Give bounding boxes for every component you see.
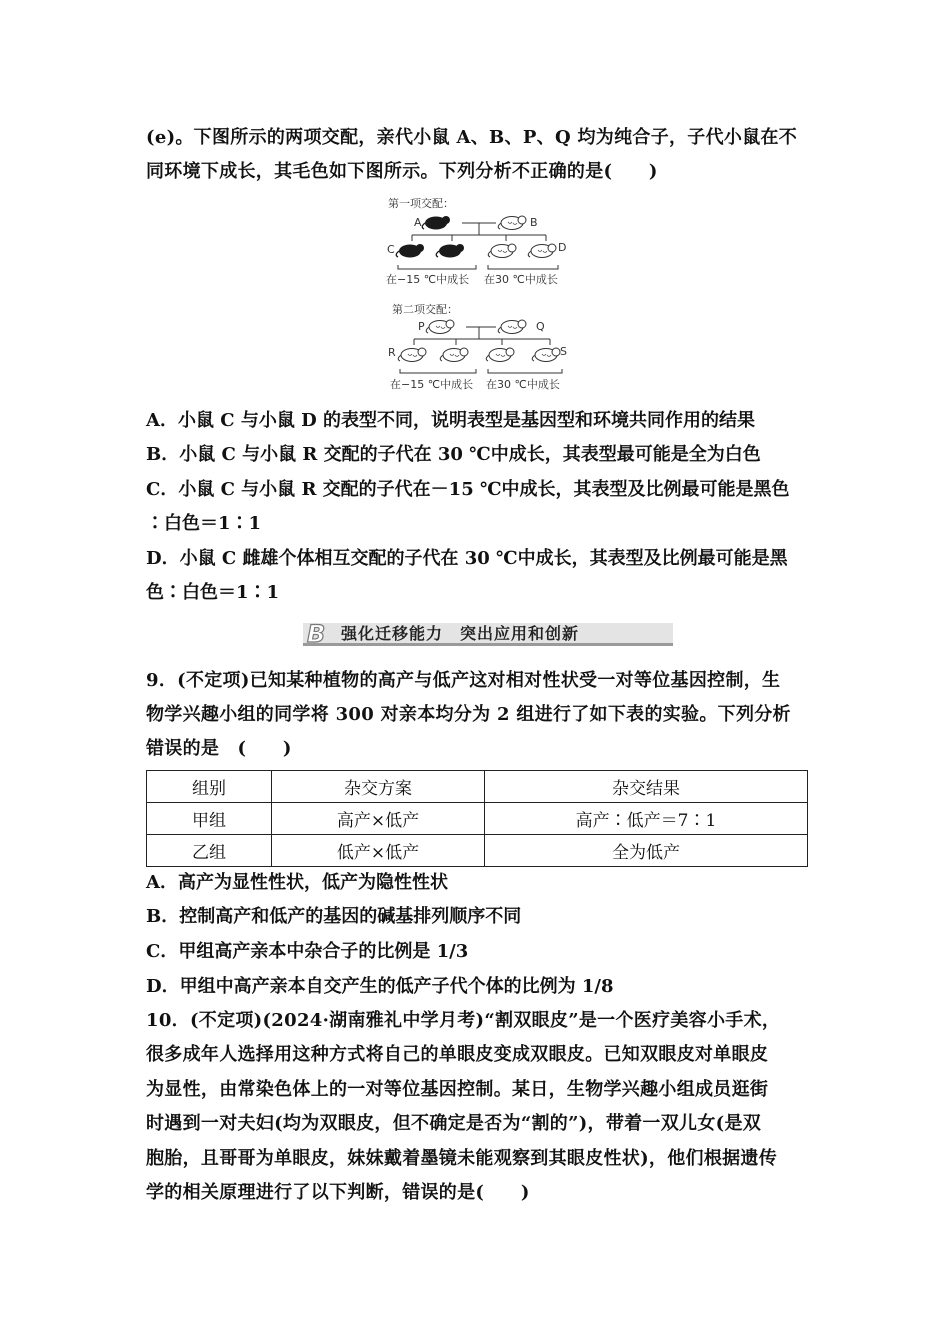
mouse-offspring-white-3	[486, 348, 514, 362]
mouse-d-white	[528, 244, 556, 258]
table-cell: 低产×低产	[272, 835, 485, 867]
q9-option-a: A．高产为显性性状，低产为隐性性状	[146, 872, 448, 893]
table-header-cell: 杂交方案	[272, 771, 485, 803]
cross1-env-warm: 在30 ℃中成长	[484, 273, 558, 286]
table-header-cell: 组别	[147, 771, 272, 803]
label-s: S	[560, 345, 567, 358]
mouse-b-white	[498, 216, 526, 230]
table-row	[147, 835, 808, 867]
table-cell: 乙组	[147, 835, 272, 867]
q9-stem-line3: 错误的是 ( )	[146, 738, 292, 759]
cross2-env-cold: 在−15 ℃中成长	[390, 378, 474, 391]
mouse-c-black	[396, 244, 424, 258]
label-a: A	[414, 216, 422, 229]
cross2-env-warm: 在30 ℃中成长	[486, 378, 560, 391]
q8-option-c-line1: C．小鼠 C 与小鼠 R 交配的子代在－15 ℃中成长，其表型及比例最可能是黑色	[146, 479, 790, 500]
table-cell: 高产×低产	[272, 803, 485, 835]
q9-stem-line1: 9．(不定项)已知某种植物的高产与低产这对相对性状受一对等位基因控制，生	[146, 670, 781, 691]
q8-stem-line2: 同环境下成长，其毛色如下图所示。下列分析不正确的是( )	[146, 161, 658, 182]
mouse-cross-figure	[384, 193, 574, 393]
experiment-table	[146, 770, 808, 867]
mouse-p-white	[426, 320, 454, 334]
q8-option-b: B．小鼠 C 与小鼠 R 交配的子代在 30 ℃中成长，其表型最可能是全为白色	[146, 444, 761, 465]
mouse-s-white	[532, 348, 560, 362]
q10-stem-line1: 10．(不定项)(2024·湖南雅礼中学月考)“割双眼皮”是一个医疗美容小手术，	[146, 1010, 781, 1031]
cross2-title: 第二项交配：	[392, 303, 458, 316]
q10-stem-line5: 胞胎，且哥哥为单眼皮，妹妹戴着墨镜未能观察到其眼皮性状)，他们根据遗传	[146, 1148, 778, 1169]
mouse-offspring-black	[436, 244, 464, 258]
label-c: C	[387, 243, 395, 256]
q10-stem-line2: 很多成年人选择用这种方式将自己的单眼皮变成双眼皮。已知双眼皮对单眼皮	[146, 1044, 769, 1065]
q8-option-d-line2: 色∶白色＝1∶1	[146, 582, 280, 603]
label-q: Q	[536, 320, 545, 333]
mouse-r-white	[398, 348, 426, 362]
table-cell: 甲组	[147, 803, 272, 835]
q8-option-d-line1: D．小鼠 C 雌雄个体相互交配的子代在 30 ℃中成长，其表型及比例最可能是黑	[146, 548, 788, 569]
q9-option-b: B．控制高产和低产的基因的碱基排列顺序不同	[146, 906, 522, 927]
table-header-row	[147, 771, 808, 803]
banner-letter-b-icon: B	[307, 620, 326, 648]
cross1-title: 第一项交配：	[388, 197, 454, 210]
label-d: D	[558, 241, 567, 254]
table-cell: 全为低产	[485, 835, 808, 867]
table-row	[147, 803, 808, 835]
mouse-offspring-white-2	[440, 348, 468, 362]
q10-stem-line3: 为显性，由常染色体上的一对等位基因控制。某日，生物学兴趣小组成员逛街	[146, 1079, 769, 1100]
q10-stem-line4: 时遇到一对夫妇(均为双眼皮，但不确定是否为“割的”)，带着一双儿女(是双	[146, 1113, 762, 1134]
section-banner	[303, 617, 673, 649]
banner-title: 强化迁移能力 突出应用和创新	[341, 624, 580, 643]
q8-option-c-line2: ∶白色＝1∶1	[146, 513, 262, 534]
label-p: P	[418, 320, 425, 333]
label-r: R	[388, 346, 396, 359]
table-header-cell: 杂交结果	[485, 771, 808, 803]
q10-stem-line6: 学的相关原理进行了以下判断，错误的是( )	[146, 1182, 530, 1203]
mouse-q-white	[498, 320, 526, 334]
q9-stem-line2: 物学兴趣小组的同学将 300 对亲本均分为 2 组进行了如下表的实验。下列分析	[146, 704, 791, 725]
mouse-offspring-white	[488, 244, 516, 258]
cross1-env-cold: 在−15 ℃中成长	[386, 273, 470, 286]
label-b: B	[530, 216, 538, 229]
q9-option-c: C．甲组高产亲本中杂合子的比例是 1/3	[146, 941, 469, 962]
mouse-a-black	[422, 216, 450, 230]
table-cell: 高产∶低产＝7∶1	[485, 803, 808, 835]
q8-option-a: A．小鼠 C 与小鼠 D 的表型不同，说明表型是基因型和环境共同作用的结果	[146, 410, 755, 431]
q9-option-d: D．甲组中高产亲本自交产生的低产子代个体的比例为 1/8	[146, 976, 614, 997]
q8-stem-line1: (e)。下图所示的两项交配，亲代小鼠 A、B、P、Q 均为纯合子，子代小鼠在不	[146, 127, 798, 148]
